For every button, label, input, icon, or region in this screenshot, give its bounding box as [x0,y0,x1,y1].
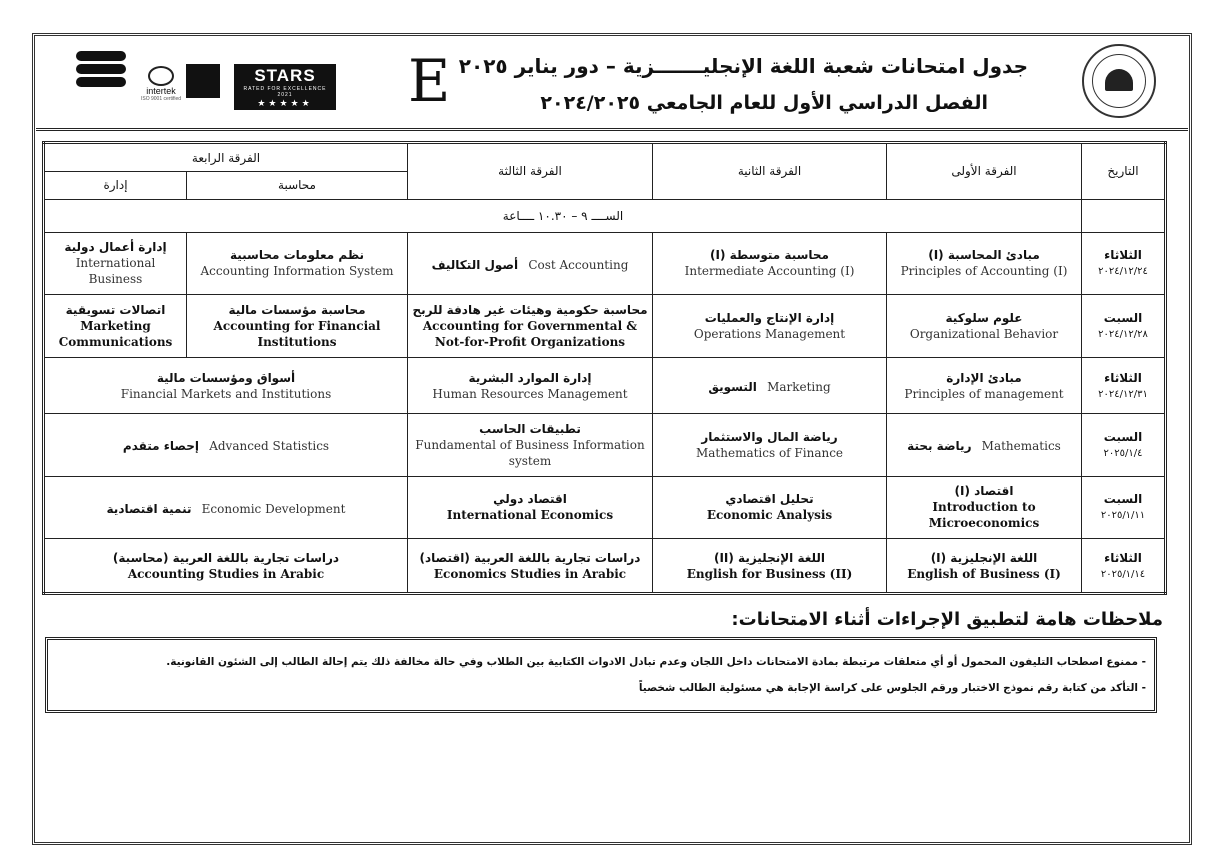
subject-en: Organizational Behavior [909,326,1059,341]
page-title: جدول امتحانات شعبة اللغة الإنجليـــــــزية – دور يناير ٢٠٢٥ [458,54,1028,78]
header-year1: الفرقة الأولى [887,143,1082,200]
subject-ar: اقتصاد (I) [954,484,1014,499]
subject-en: Accounting Information System [200,264,394,279]
note-item: - التأكد من كتابة رقم نموذج الاختبار ورقم الجلوس على كراسة الإجابة هي مسئولية الطالب شخصياً [638,682,1146,694]
subject-en: International Business [75,256,156,287]
subject-cell [187,294,408,358]
subject-en: Cost Accounting [528,257,629,272]
day-label: الثلاثاء [1104,248,1142,263]
date-label: ٢٠٢٥/١/١٤ [1100,568,1146,580]
subject-en: International Economics [446,508,614,523]
subject-en: Fundamental of Business Information system [415,437,645,468]
subject-en: Marketing Communications [58,318,173,349]
ranking-logos [70,48,132,112]
subject-ar: إدارة الموارد البشرية [468,370,592,385]
subject-en: Intermediate Accounting (I) [684,264,855,279]
time-slot: الســــ ٩ – ١٠.٣٠ ــــاعة [44,199,1082,232]
ranking-logo-icon [76,51,126,61]
table-row [44,232,1166,294]
subject-ar: إدارة أعمال دولية [64,240,167,255]
notes-title: ملاحظات هامة لتطبيق الإجراءات أثناء الامتحانات: [731,609,1163,630]
stars-marks-icon: ★★★★★ [257,97,313,108]
header-year3: الفرقة الثالثة [408,143,653,200]
subject-cell [44,232,187,294]
stars-text: STARS [254,65,316,85]
subject-cell [408,413,653,476]
subject-cell [408,539,653,594]
subject-cell [44,539,408,594]
subject-ar: اللغة الإنجليزية (I) [930,550,1038,565]
stars-tagline: RATED FOR EXCELLENCE [243,85,327,92]
subject-en: Human Resources Management [432,386,628,401]
subject-ar: دراسات تجارية باللغة العربية (محاسبة) [112,550,340,565]
date-cell [1082,232,1166,294]
subject-ar: رياضة بحتة [907,439,972,454]
subject-ar: مبادئ المحاسبة (I) [928,248,1040,263]
date-cell [1082,294,1166,358]
page-header [36,36,1188,131]
date-cell [1082,413,1166,476]
subject-en: Introduction to Microeconomics [928,500,1040,531]
day-label: السبت [1103,310,1143,325]
subject-en: Advanced Statistics [209,439,330,454]
date-label: ٢٠٢٥/١/١١ [1100,510,1146,522]
subject-en: Financial Markets and Institutions [120,386,332,401]
subject-en: English for Business (II) [686,566,853,581]
subject-cell [887,539,1082,594]
subject-cell [653,413,887,476]
palmer-logo-icon [76,64,126,74]
subject-en: English of Business (I) [907,566,1061,581]
subject-cell [653,476,887,539]
date-cell [1082,358,1166,414]
day-label: السبت [1103,429,1143,444]
header-year4: الفرقة الرابعة [44,143,408,172]
subject-en: Principles of Accounting (I) [900,264,1068,279]
subject-cell [887,232,1082,294]
date-cell [1082,476,1166,539]
subject-en: Accounting for Governmental & Not-for-Profit Organizations [422,318,638,349]
subject-en: Mathematics [981,439,1061,454]
subject-cell [887,476,1082,539]
subject-ar: التسويق [708,380,757,395]
subject-cell [653,358,887,414]
subject-ar: اللغة الإنجليزية (II) [713,550,826,565]
subject-cell [44,294,187,358]
subject-cell [653,539,887,594]
stars-year: 2021 [277,91,293,98]
subject-ar: دراسات تجارية باللغة العربية (اقتصاد) [419,550,641,565]
subject-cell [187,232,408,294]
header-management: إدارة [44,172,187,199]
date-label: ٢٠٢٤/١٢/٣١ [1098,388,1148,400]
table-row [44,476,1166,539]
subject-en: Accounting Studies in Arabic [127,566,325,581]
header-date: التاريخ [1082,143,1166,200]
subject-cell [887,358,1082,414]
subject-cell [887,413,1082,476]
excellence-logo-icon [76,77,126,87]
subject-ar: نظم معلومات محاسبية [229,248,365,263]
intertek-sub: ISO 9001 certified [140,96,182,102]
subject-cell [408,294,653,358]
table-row [44,539,1166,594]
intertek-label: intertek [146,86,176,96]
subject-ar: مبادئ الإدارة [946,370,1022,385]
subject-cell [44,413,408,476]
notes-box [45,637,1157,713]
subject-cell [408,232,653,294]
page-frame-bottom [32,844,1192,845]
subject-en: Mathematics of Finance [695,445,844,460]
subject-ar: اتصالات تسويقية [65,302,166,317]
subject-ar: أسواق ومؤسسات مالية [156,370,296,385]
subject-en: Principles of management [904,386,1064,401]
subject-ar: تطبيقات الحاسب [479,421,581,436]
exam-schedule-table [42,141,1167,595]
subject-ar: أصول التكاليف [431,257,519,272]
date-label: ٢٠٢٤/١٢/٢٤ [1098,266,1148,278]
subject-cell [887,294,1082,358]
subject-ar: تحليل اقتصادي [725,492,814,507]
subject-en: Accounting for Financial Institutions [213,318,381,349]
dome-icon [1105,69,1133,91]
section-letter: E [408,47,451,115]
subject-cell [44,358,408,414]
subject-cell [44,476,408,539]
subject-ar: محاسبة مؤسسات مالية [228,302,366,317]
stars-logo [234,64,336,110]
subject-ar: اقتصاد دولي [493,492,567,507]
subject-ar: محاسبة حكومية وهيئات غير هادفة للربح [412,302,648,317]
day-label: الثلاثاء [1104,370,1142,385]
subject-en: Marketing [767,380,831,395]
subject-ar: إحصاء متقدم [122,439,200,454]
subject-cell [408,358,653,414]
table-row [44,358,1166,414]
subject-en: Economic Analysis [706,508,833,523]
subject-en: Economic Development [201,501,346,516]
page-subtitle: الفصل الدراسي الأول للعام الجامعي ٢٠٢٤/٢٠٢٥ [540,92,988,114]
date-label: ٢٠٢٤/١٢/٢٨ [1098,328,1148,340]
day-label: السبت [1103,492,1143,507]
subject-ar: تنمية اقتصادية [106,501,192,516]
subject-cell [653,294,887,358]
subject-ar: رياضة المال والاستثمار [701,429,838,444]
header-year2: الفرقة الثانية [653,143,887,200]
date-label: ٢٠٢٥/١/٤ [1103,447,1143,459]
header-accounting: محاسبة [187,172,408,199]
subject-ar: محاسبة متوسطة (I) [710,248,829,263]
university-seal-icon [1082,44,1156,118]
day-label: الثلاثاء [1104,550,1142,565]
subject-en: Operations Management [693,326,846,341]
subject-ar: علوم سلوكية [945,310,1023,325]
qr-badge-icon [186,64,220,98]
globe-icon [148,66,174,86]
subject-ar: إدارة الإنتاج والعمليات [704,310,835,325]
date-cell [1082,539,1166,594]
subject-cell [408,476,653,539]
note-item: - ممنوع اصطحاب التليفون المحمول أو أي متعلقات مرتبطة بمادة الامتحانات داخل اللجان وعدم تبادل الادوات الكتابية بين الطلاب وفي حالة مخالفة ذلك يتم إحالة الطالب إلى الشئون القانونية. [166,656,1146,668]
table-row [44,413,1166,476]
subject-en: Economics Studies in Arabic [433,566,627,581]
table-row [44,294,1166,358]
intertek-logo [138,66,184,102]
subject-cell [653,232,887,294]
